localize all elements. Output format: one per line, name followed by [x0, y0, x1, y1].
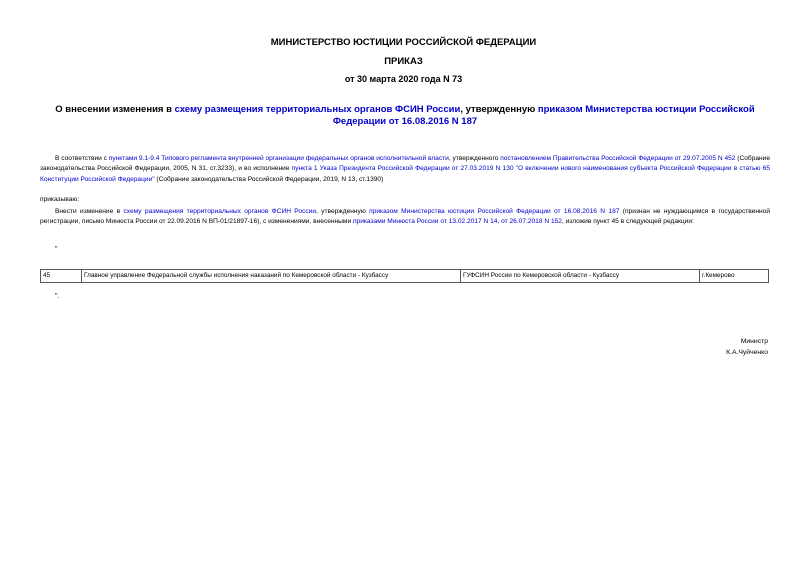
p1-link-resolution[interactable]: постановлением Правительства Российской Федерации от 29.07.2005 N 452: [500, 155, 736, 162]
signature-name: К.А.Чуйченко: [726, 348, 768, 356]
paragraph-basis: [40, 154, 770, 185]
p3-text-1: Внести изменение в: [55, 208, 124, 215]
p3-link-order-2018[interactable]: от 26.07.2018 N 152: [501, 218, 562, 226]
p3-link-order[interactable]: приказом Министерства юстиции Российской Федерации от 16.08.2016 N 187: [369, 208, 620, 215]
quote-open: ": [55, 246, 58, 253]
title-link-scheme[interactable]: схему размещения территориальных органов ФСИН России: [174, 104, 461, 115]
signature-block: [726, 337, 768, 358]
p1-text-4: (Собрание законодательства Российской Федерации, 2019, N 13, ст.1390): [154, 175, 384, 183]
p3-link-scheme[interactable]: схему размещения территориальных органов ФСИН России: [123, 208, 317, 215]
p3-text-2: , утвержденную: [316, 208, 370, 215]
table-cell-short-name: ГУФСИН России по Кемеровской области - Кузбассу: [461, 270, 700, 283]
paragraph-order: приказываю:: [40, 196, 80, 203]
title-text-2: , утвержденную: [460, 104, 538, 115]
p3-link-orders-2017[interactable]: приказами Минюста России от 13.02.2017 N 14: [352, 218, 498, 226]
title-text-1: О внесении изменения в: [55, 104, 175, 115]
ministry-header: МИНИСТЕРСТВО ЮСТИЦИИ РОССИЙСКОЙ ФЕДЕРАЦИИ: [270, 37, 537, 48]
doc-type-header: ПРИКАЗ: [384, 56, 423, 67]
signature-position: Министр: [740, 338, 768, 345]
table-cell-number: 45: [41, 270, 82, 283]
p1-text-3: (Собрание законодательства Российской Федерации, 2005, N 31, ст.3233), и во исполнение: [40, 155, 771, 173]
p3-text-3: (признан не нуждающимся в государственной регистрации, письмо Минюста России от 22.09.2016 N ВП-01/21897-16), с изменениями, внесенными: [40, 208, 770, 226]
title-link-order[interactable]: приказом Министерства юстиции Российской Федерации от 16.08.2016 N 187: [332, 104, 755, 127]
quote-close: ".: [55, 293, 60, 300]
p1-link-regulation[interactable]: пунктами 9.1-9.4 Типового регламента внутренней организации федеральных органов исполнительной власти: [108, 155, 449, 162]
p3-text-5: , изложив пункт 45 в следующей редакции:: [561, 218, 694, 226]
table-cell-city: г.Кемерово: [700, 270, 769, 283]
p3-text-4: ,: [497, 218, 502, 226]
table-row: [41, 270, 769, 283]
doc-date-number: от 30 марта 2020 года N 73: [344, 74, 463, 84]
paragraph-amendment: [40, 207, 770, 228]
amendment-table: [40, 269, 769, 283]
p1-link-decree[interactable]: пункта 1 Указа Президента Российской Федерации от 27.03.2019 N 130 "О включении нового наименования субъекта Российской Федерации в статью 65 Конституции Российской Федерации": [40, 165, 770, 183]
document-title: [40, 104, 770, 128]
p1-text-1: В соответствии с: [55, 155, 109, 162]
table-cell-full-name: Главное управление Федеральной службы исполнения наказаний по Кемеровской области - Кузбассу: [82, 270, 461, 283]
p1-text-2: , утвержденного: [448, 155, 501, 162]
